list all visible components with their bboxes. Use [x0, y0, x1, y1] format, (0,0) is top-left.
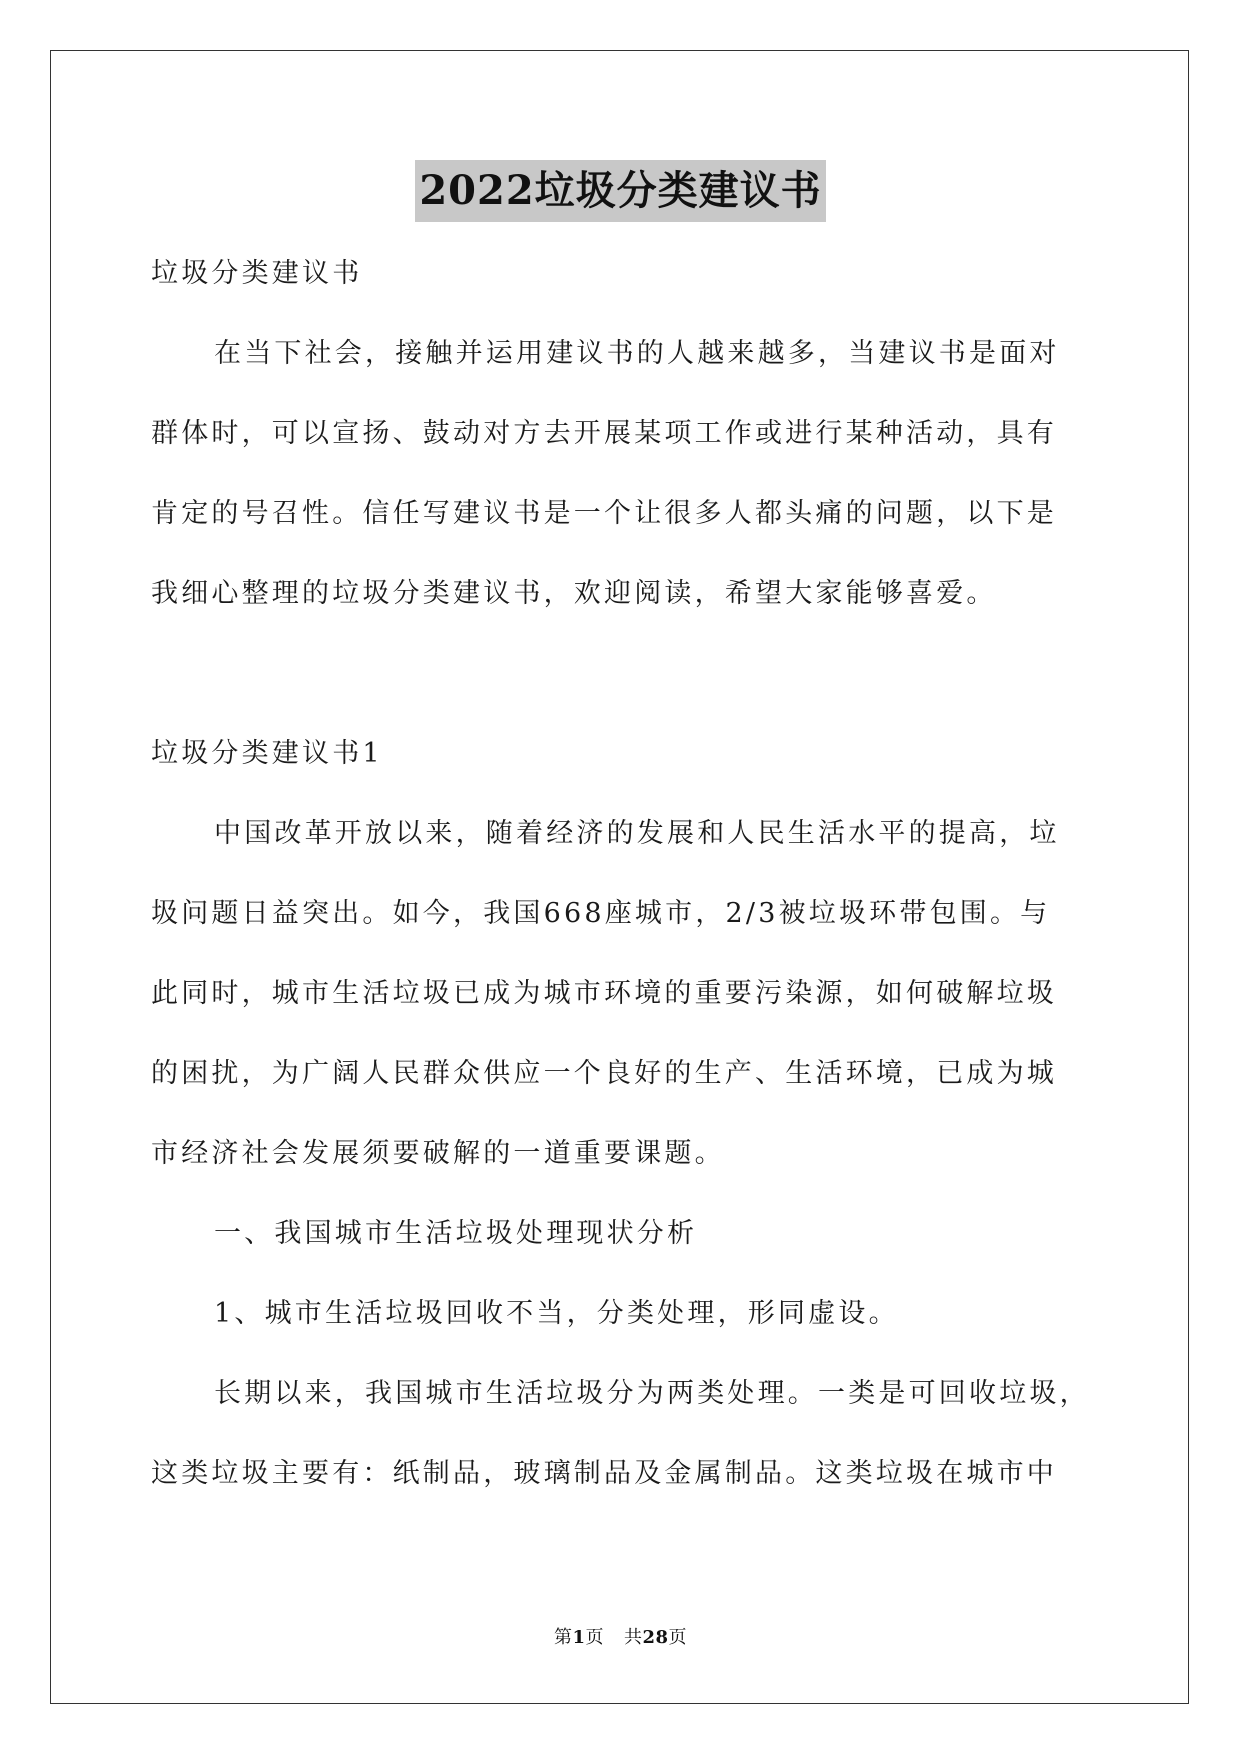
text-line: 的困扰，为广阔人民群众供应一个良好的生产、生活环境，已成为城 [151, 1058, 1057, 1089]
footer-page-prefix: 第 [553, 1627, 573, 1648]
text-line: 肯定的号召性。信任写建议书是一个让很多人都头痛的问题，以下是 [151, 498, 1057, 529]
footer-page-number: 1 [572, 1627, 586, 1648]
footer-total-pages: 28 [642, 1627, 669, 1648]
text-line: 长期以来，我国城市生活垃圾分为两类处理。一类是可回收垃圾， [214, 1378, 1090, 1409]
text-line: 市经济社会发展须要破解的一道重要课题。 [151, 1138, 725, 1169]
text-line: 我细心整理的垃圾分类建议书，欢迎阅读，希望大家能够喜爱。 [151, 578, 997, 609]
document-body [151, 234, 1091, 1514]
footer-page-mid: 页 [585, 1627, 604, 1648]
text-line: 在当下社会，接触并运用建议书的人越来越多，当建议书是面对 [214, 338, 1060, 369]
text-line: 中国改革开放以来，随着经济的发展和人民生活水平的提高，垃 [214, 818, 1060, 849]
text-line: 这类垃圾主要有：纸制品，玻璃制品及金属制品。这类垃圾在城市中 [151, 1458, 1057, 1489]
footer-total-prefix: 共 [623, 1627, 643, 1648]
text-line: 垃圾分类建议书1 [151, 738, 383, 769]
text-line: 1、城市生活垃圾回收不当，分类处理，形同虚设。 [214, 1298, 899, 1329]
text-line: 此同时，城市生活垃圾已成为城市环境的重要污染源，如何破解垃圾 [151, 978, 1057, 1009]
text-line: 一、我国城市生活垃圾处理现状分析 [214, 1218, 698, 1249]
document-title-wrap [0, 160, 1241, 222]
paragraph-gap [151, 634, 1091, 714]
document-title: 2022垃圾分类建议书 [415, 160, 825, 222]
text-line: 圾问题日益突出。如今，我国668座城市，2/3被垃圾环带包围。与 [151, 898, 1051, 929]
text-line: 群体时，可以宣扬、鼓动对方去开展某项工作或进行某种活动，具有 [151, 418, 1057, 449]
footer-total-suffix: 页 [668, 1627, 688, 1648]
page-footer [0, 1623, 1241, 1649]
text-line: 垃圾分类建议书 [151, 258, 363, 289]
